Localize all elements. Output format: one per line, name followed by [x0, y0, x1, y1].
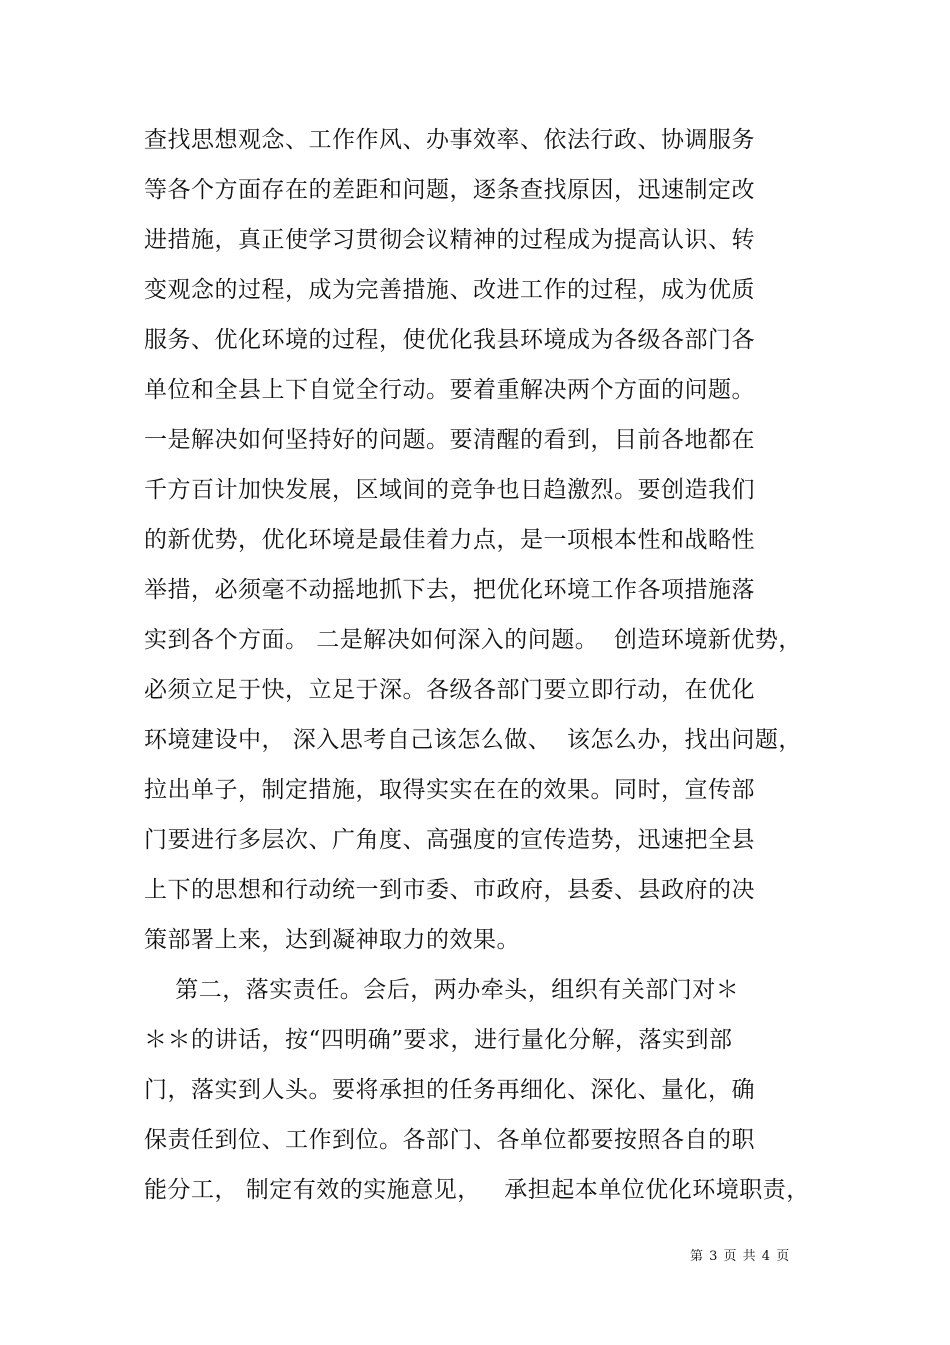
text-line: 变观念的过程，成为完善措施、改进工作的过程，成为优质	[144, 277, 755, 303]
page-number: 第 3 页 共 4 页	[690, 1249, 791, 1264]
text-line: 单位和全县上下自觉全行动。要着重解决两个方面的问题。	[144, 377, 755, 403]
text-line: 举措，必须毫不动摇地抓下去，把优化环境工作各项措施落	[144, 577, 755, 603]
text-line: 保责任到位、工作到位。各部门、各单位都要按照各自的职	[144, 1127, 755, 1153]
body-text	[144, 120, 810, 1220]
text-line: 环境建设中， 深入思考自己该怎么做、 该怎么办，找出问题，	[144, 727, 802, 753]
text-line: 千方百计加快发展，区域间的竞争也日趋激烈。要创造我们	[144, 477, 755, 503]
text-line: 查找思想观念、工作作风、办事效率、依法行政、协调服务	[144, 127, 755, 153]
text-line: 能分工， 制定有效的实施意见， 承担起本单位优化环境职责，	[144, 1177, 810, 1203]
text-line: 进措施，真正使学习贯彻会议精神的过程成为提高认识、转	[144, 227, 755, 253]
text-line: 门，落实到人头。要将承担的任务再细化、深化、量化，确	[144, 1077, 755, 1103]
text-line: 一是解决如何坚持好的问题。要清醒的看到，目前各地都在	[144, 427, 755, 453]
text-line: ＊＊的讲话，按“四明确”要求，进行量化分解，落实到部	[144, 1027, 733, 1053]
text-line: 服务、优化环境的过程，使优化我县环境成为各级各部门各	[144, 327, 755, 353]
text-line: 等各个方面存在的差距和问题，逐条查找原因，迅速制定改	[144, 177, 755, 203]
text-line: 策部署上来，达到凝神取力的效果。	[144, 927, 520, 953]
text-line: 第二，落实责任。会后，两办牵头，组织有关部门对＊	[144, 977, 740, 1003]
text-line: 上下的思想和行动统一到市委、市政府，县委、县政府的决	[144, 877, 755, 903]
text-line: 的新优势，优化环境是最佳着力点，是一项根本性和战略性	[144, 527, 755, 553]
text-line: 实到各个方面。 二是解决如何深入的问题。 创造环境新优势，	[144, 627, 802, 653]
text-line: 必须立足于快，立足于深。各级各部门要立即行动，在优化	[144, 677, 755, 703]
text-line: 门要进行多层次、广角度、高强度的宣传造势，迅速把全县	[144, 827, 755, 853]
text-line: 拉出单子，制定措施，取得实实在在的效果。同时，宣传部	[144, 777, 755, 803]
